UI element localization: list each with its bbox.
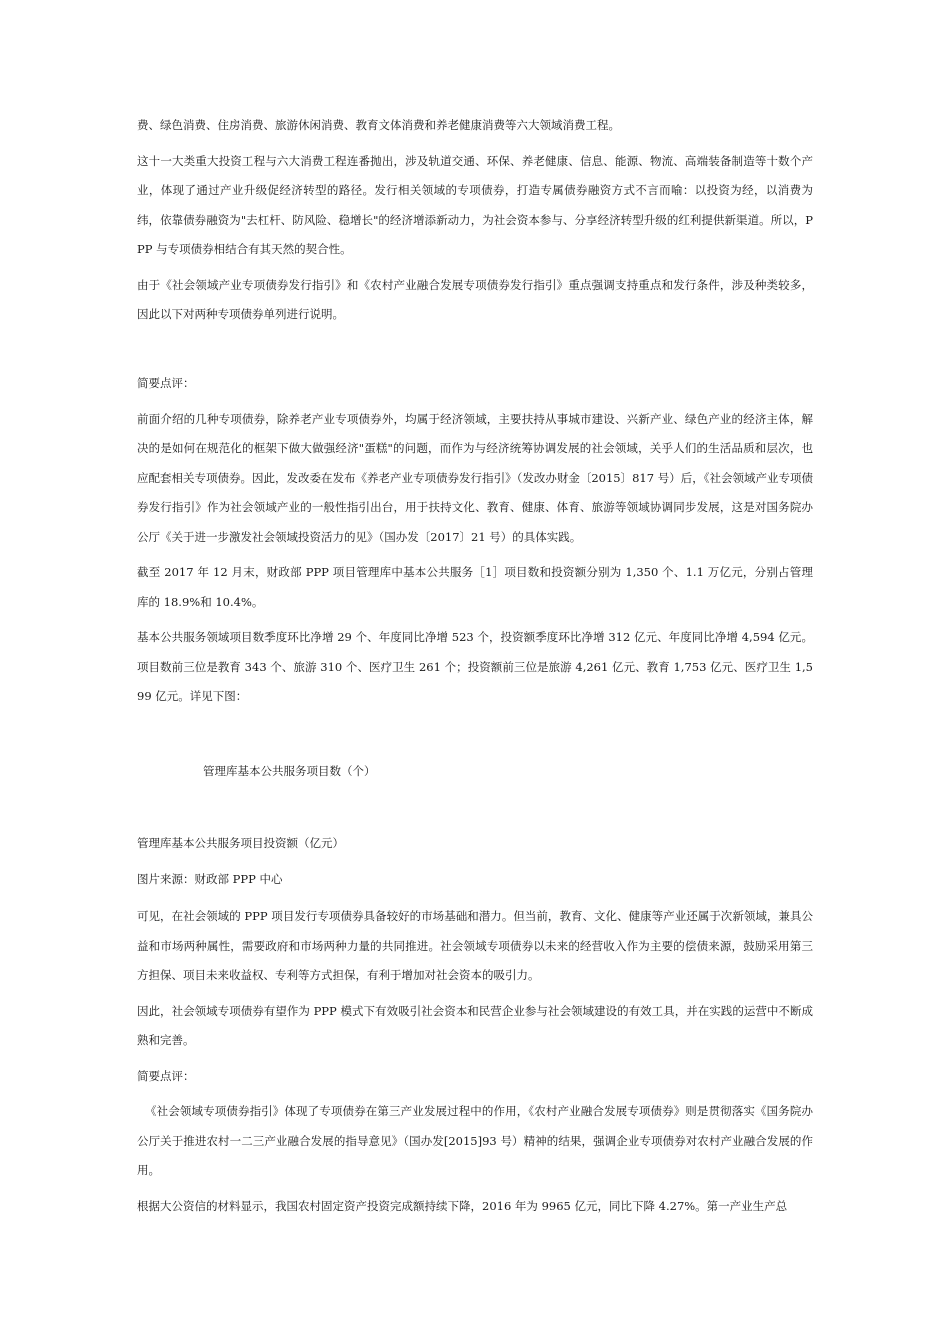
paragraph: 根据大公资信的材料显示，我国农村固定资产投资完成额持续下降，2016 年为 9965 亿元，同比下降 4.27%。第一产业生产总 (137, 1198, 788, 1213)
text-block-1 (137, 111, 813, 336)
figure-caption-1-block (137, 761, 813, 781)
text-block-3 (137, 902, 813, 1227)
figure-source: 图片来源：财政部 PPP 中心 (137, 872, 283, 886)
figure-source-block (137, 869, 813, 889)
paragraph: 前面介绍的几种专项债券，除养老产业专项债券外，均属于经济领域，主要扶持从事城市建设、兴新产业、绿色产业的经济主体，解决的是如何在规范化的框架下做大做强经济"蛋糕"的问题，而作为与经济统筹协调发展的社会领域，关乎人们的生活品质和层次，也应配套相关专项债券。因此，发改委在发布《养老产业专项债券发行指引》（发改办财金〔2015〕817 号）后，《社会领域产业专项债券发行指引》作为社会领域产业的一般性指引出台，用于扶持文化、教育、健康、体育、旅游等领域协调同步发展，这是对国务院办公厅《关于进一步激发社会领域投资活力的见》（国办发〔2017〕21 号）的具体实践。 (137, 411, 813, 544)
paragraph: 基本公共服务领域项目数季度环比净增 29 个、年度同比净增 523 个，投资额季度环比净增 312 亿元、年度同比净增 4,594 亿元。项目数前三位是教育 343 个、旅游 310 个、医疗卫生 261 个；投资额前三位是旅游 4,261 亿元、教育 1,753 亿元、医疗卫生 1,599 亿元。详见下图： (137, 630, 813, 703)
text-block-2 (137, 369, 813, 718)
paragraph: 这十一大类重大投资工程与六大消费工程连番抛出，涉及轨道交通、环保、养老健康、信息、能源、物流、高端装备制造等十数个产业，体现了通过产业升级促经济转型的路径。发行相关领域的专项债券，打造专属债券融资方式不言而喻：以投资为经，以消费为纬，依靠债券融资为"去杠杆、防风险、稳增长"的经济增添新动力，为社会资本参与、分享经济转型升级的红利提供新渠道。所以，PPP 与专项债券相结合有其天然的契合性。 (137, 153, 813, 256)
paragraph: 《社会领域专项债券指引》体现了专项债券在第三产业发展过程中的作用，《农村产业融合发展专项债券》则是贯彻落实《国务院办公厅关于推进农村一二三产业融合发展的指导意见》（国办发[2015]93 号）精神的结果，强调企业专项债券对农村产业融合发展的作用。 (137, 1104, 813, 1177)
paragraph: 由于《社会领域产业专项债券发行指引》和《农村产业融合发展专项债券发行指引》重点强调支持重点和发行条件，涉及种类较多，因此以下对两种专项债券单列进行说明。 (137, 277, 813, 321)
comment-heading: 简要点评： (137, 376, 195, 390)
figure-caption: 管理库基本公共服务项目投资额（亿元） (137, 836, 344, 850)
paragraph: 可见，在社会领域的 PPP 项目发行专项债券具备较好的市场基础和潜力。但当前，教育、文化、健康等产业还属于次新领域，兼具公益和市场两种属性，需要政府和市场两种力量的共同推进。社会领域专项债券以未来的经营收入作为主要的偿债来源，鼓励采用第三方担保、项目未来收益权、专利等方式担保，有利于增加对社会资本的吸引力。 (137, 909, 813, 982)
figure-caption-2-block (137, 833, 813, 853)
paragraph: 费、绿色消费、住房消费、旅游休闲消费、教育文体消费和养老健康消费等六大领域消费工程。 (137, 118, 620, 132)
paragraph: 因此，社会领域专项债券有望作为 PPP 模式下有效吸引社会资本和民营企业参与社会领域建设的有效工具，并在实践的运营中不断成熟和完善。 (137, 1003, 813, 1047)
comment-heading: 简要点评： (137, 1068, 195, 1083)
figure-caption: 管理库基本公共服务项目数（个） (203, 764, 376, 778)
paragraph: 截至 2017 年 12 月末，财政部 PPP 项目管理库中基本公共服务［1］项目数和投资额分别为 1,350 个、1.1 万亿元，分别占管理库的 18.9%和 10.4%。 (137, 565, 813, 609)
